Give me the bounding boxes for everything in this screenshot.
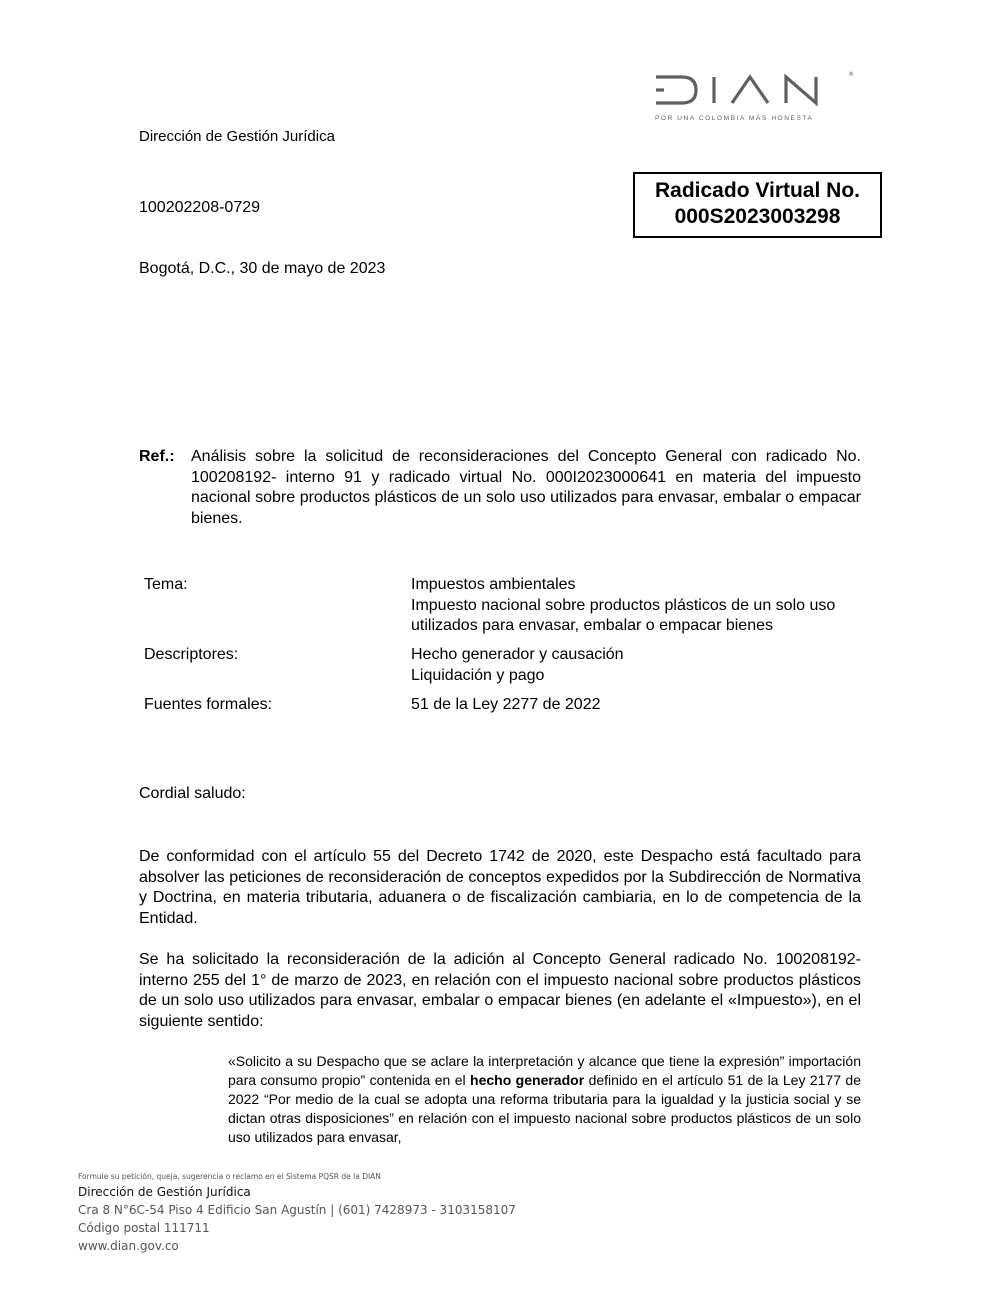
table-label: Tema: (144, 576, 188, 593)
table-row-fuentes (144, 695, 871, 716)
svg-text:®: ® (848, 71, 854, 78)
table-value-line: Impuesto nacional sobre productos plásticos de un solo uso utilizados para envasar, embalar o empacar bienes (411, 596, 836, 634)
dian-logo (652, 68, 862, 128)
quoted-request (228, 1052, 861, 1147)
reference-text: Análisis sobre la solicitud de reconsideraciones del Concepto General con radicado No. 100208192- interno 91 y radicado virtual No. 000I2023000641 en materia del impuesto nacional sobre productos plásticos de un solo uso utilizados para envasar, embalar o empacar bienes. (191, 448, 861, 527)
table-value (411, 575, 871, 637)
greeting: Cordial saludo: (139, 785, 246, 802)
table-value (411, 645, 871, 686)
table-value-line: Liquidación y pago (411, 666, 545, 684)
footer-title: Dirección de Gestión Jurídica (78, 1185, 251, 1199)
footer-address: Cra 8 N°6C-54 Piso 4 Edificio San Agustín | (601) 7428973 - 3103158107 (78, 1203, 516, 1217)
document-number: 100202208-0729 (139, 199, 261, 216)
footer-website[interactable]: www.dian.gov.co (78, 1239, 179, 1253)
department-name: Dirección de Gestión Jurídica (139, 128, 335, 145)
reference-label: Ref.: (139, 448, 175, 465)
quote-bold-text: hecho generador (470, 1072, 585, 1088)
paragraph-1: De conformidad con el artículo 55 del Decreto 1742 de 2020, este Despacho está facultado para absolver las peticiones de reconsideración de conceptos expedidos por la Subdirección de Normativa y Doctrina, en materia tributaria, aduanera o de fiscalización cambiaria, en lo de competencia de la Entidad. (139, 848, 861, 927)
radicado-number: 000S2023003298 (674, 205, 841, 228)
table-row-tema (144, 575, 871, 645)
document-date: Bogotá, D.C., 30 de mayo de 2023 (139, 260, 386, 277)
table-value-line: Impuestos ambientales (411, 576, 576, 593)
radicado-title: Radicado Virtual No. (655, 179, 860, 202)
page-footer (78, 1171, 516, 1255)
table-row-descriptores (144, 645, 871, 695)
footer-postal: Código postal 111711 (78, 1221, 210, 1235)
quote-text: «Solicito a su Despacho que se aclare la interpretación y alcance que tiene la expresión” importación para consumo propio” contenida en el (228, 1053, 861, 1088)
dian-logo-mark (652, 68, 857, 112)
footer-pqsr-note: Formule su petición, queja, sugerencia o reclamo en el Sistema PQSR de la DIAN (78, 1172, 381, 1181)
paragraph-2: Se ha solicitado la reconsideración de la adición al Concepto General radicado No. 100208192- interno 255 del 1° de marzo de 2023, en relación con el impuesto nacional sobre productos plásticos de un solo uso utilizados para envasar, embalar o empacar bienes (en adelante el «Impuesto»), en el siguiente sentido: (139, 951, 861, 1030)
quote-text: definido en el artículo 51 de la Ley 2177 de 2022 “Por medio de la cual se adopta una reforma tributaria para la igualdad y la justicia social y se dictan otras disposiciones” en relación con el impuesto nacional sobre productos plásticos de un solo uso utilizados para envasar, (228, 1072, 861, 1145)
table-value-line: Hecho generador y causación (411, 646, 624, 663)
radicado-box (633, 172, 882, 238)
table-label: Fuentes formales: (144, 696, 273, 713)
logo-tagline: POR UNA COLOMBIA MÁS HONESTA (655, 115, 814, 122)
reference-block (139, 447, 861, 529)
table-value (411, 695, 871, 716)
table-label: Descriptores: (144, 646, 239, 663)
metadata-table (144, 575, 871, 716)
table-value-line: 51 de la Ley 2277 de 2022 (411, 696, 601, 713)
